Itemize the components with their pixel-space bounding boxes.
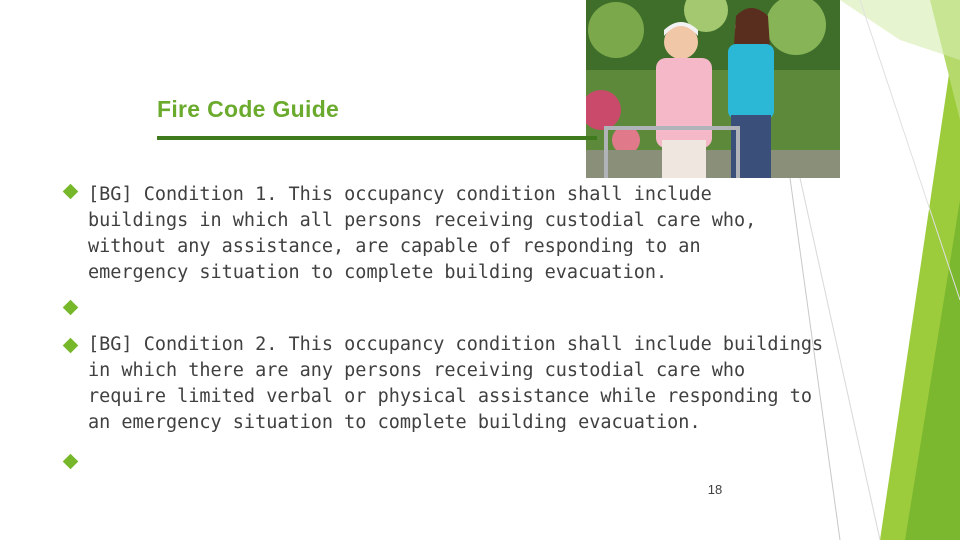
- bullet-text-condition-2: [BG] Condition 2. This occupancy condition shall include buildings in which there are any persons receiving custodial care who require limited verbal or physical assistance while responding to an emergency situation to complete building evacuation.: [88, 334, 824, 433]
- title-underline: [157, 136, 597, 140]
- slide-title: Fire Code Guide: [157, 96, 340, 122]
- bullet-text-condition-1: [BG] Condition 1. This occupancy condition shall include buildings in which all persons receiving custodial care who, without any assistance, are capable of responding to an emergency situation to complete building evacuation.: [88, 184, 757, 283]
- caregiver-photo: [586, 0, 840, 178]
- page-number: 18: [707, 482, 723, 497]
